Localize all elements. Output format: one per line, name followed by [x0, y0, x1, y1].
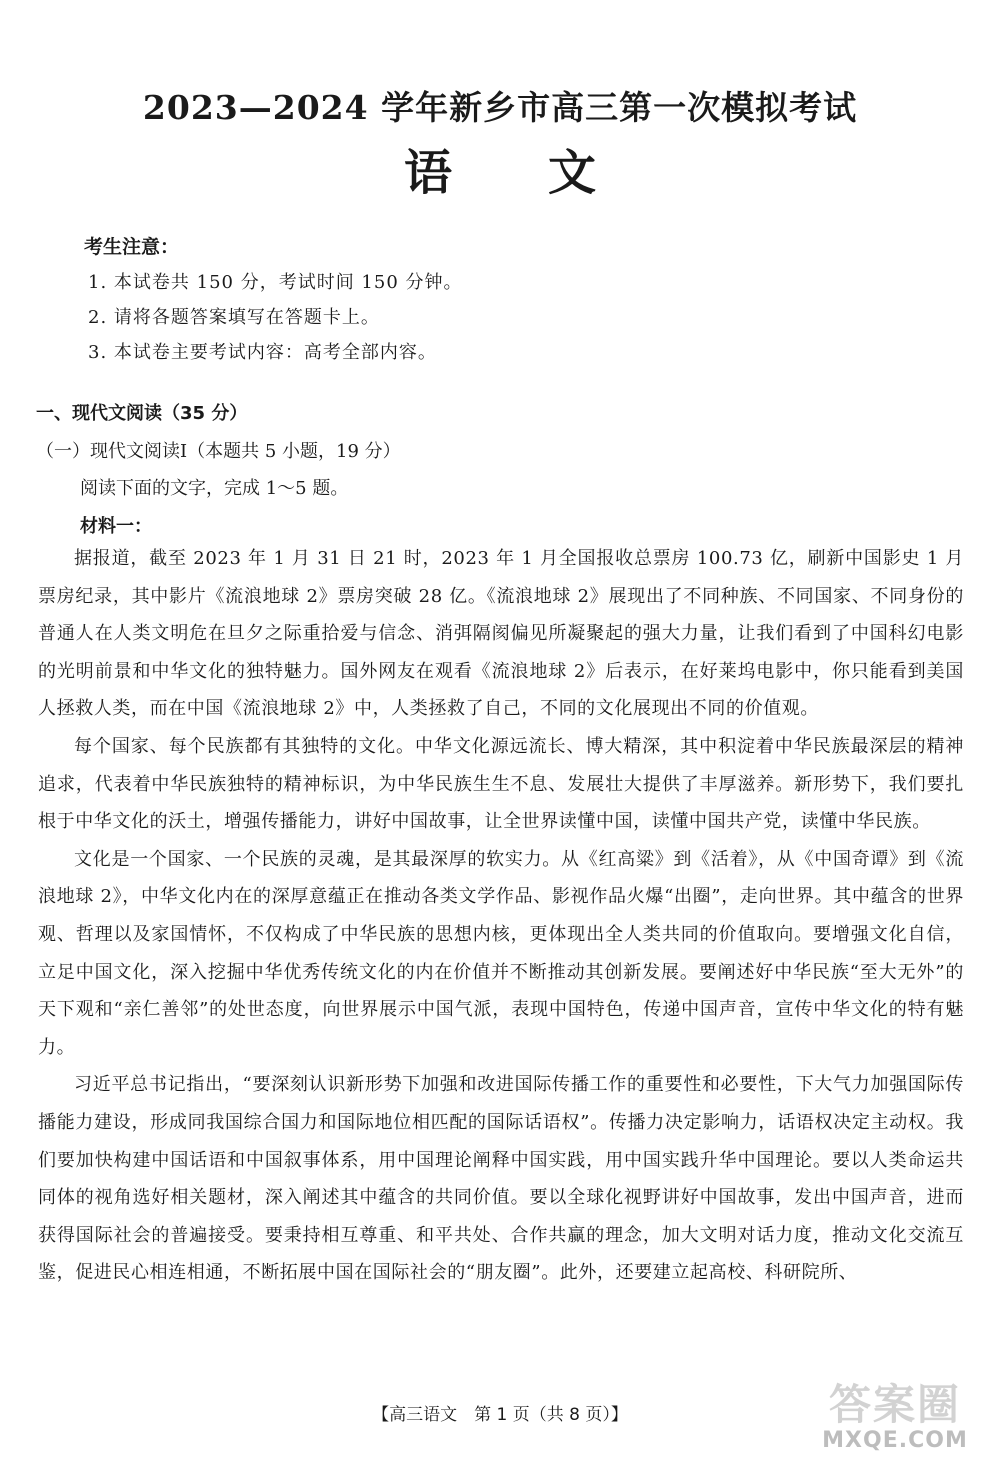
- passage-paragraph-2: 每个国家、每个民族都有其独特的文化。中华文化源远流长、博大精深，其中积淀着中华民族最深层的精神追求，代表着中华民族独特的精神标识，为中华民族生生不息、发展壮大提供了丰厚滋养。新形势下，我们要扎根于中华文化的沃土，增强传播能力，讲好中国故事，让全世界读懂中国，读懂中国共产党，读懂中华民族。: [38, 735, 964, 833]
- notice-item-2: 2. 请将各题答案填写在答题卡上。: [88, 307, 380, 328]
- notice-item-1: 1. 本试卷共 150 分，考试时间 150 分钟。: [88, 272, 463, 293]
- section-heading: 一、现代文阅读（35 分）: [36, 403, 248, 424]
- site-watermark: [800, 1372, 990, 1462]
- watermark-url: MXQE.COM: [822, 1428, 968, 1453]
- passage-paragraph-3: 文化是一个国家、一个民族的灵魂，是其最深厚的软实力。从《红高粱》到《活着》，从《中国奇谭》到《流浪地球 2》，中华文化内在的深厚意蕴正在推动各类文学作品、影视作品火爆“出圈”，走向世界。其中蕴含的世界观、哲理以及家国情怀，不仅构成了中华民族的思想内核，更体现出全人类共同的价值取向。要增强文化自信，立足中国文化，深入挖掘中华优秀传统文化的内在价值并不断推动其创新发展。要阐述好中华民族“至大无外”的天下观和“亲仁善邻”的处世态度，向世界展示中国气派，表现中国特色，传递中国声音，宣传中华文化的特有魅力。: [38, 848, 964, 1058]
- subject-title: 语 文: [403, 145, 596, 201]
- page-footer: 【高三语文 第 1 页（共 8 页）】: [372, 1405, 628, 1425]
- material-label: 材料一：: [80, 516, 152, 537]
- subsection-heading: （一）现代文阅读Ⅰ（本题共 5 小题，19 分）: [36, 441, 401, 462]
- passage-paragraph-1: 据报道，截至 2023 年 1 月 31 日 21 时，2023 年 1 月全国报收总票房 100.73 亿，刷新中国影史 1 月票房纪录，其中影片《流浪地球 2》票房突破 28 亿。《流浪地球 2》展现出了不同种族、不同国家、不同身份的普通人在人类文明危在旦夕之际重拾爱与信念、消弭隔阂偏见所凝聚起的强大力量，让我们看到了中国科幻电影的光明前景和中华文化的独特魅力。国外网友在观看《流浪地球 2》后表示，在好莱坞电影中，你只能看到美国人拯救人类，而在中国《流浪地球 2》中，人类拯救了自己，不同的文化展现出不同的价值观。: [38, 548, 964, 720]
- exam-title: 2023—2024 学年新乡市高三第一次模拟考试: [142, 88, 858, 127]
- passage-body: [38, 540, 964, 1292]
- reading-instruction: 阅读下面的文字，完成 1～5 题。: [80, 478, 349, 499]
- notice-heading: 考生注意：: [84, 236, 180, 258]
- watermark-logo-text: 答案圈: [828, 1380, 961, 1429]
- passage-paragraph-4: 习近平总书记指出，“要深刻认识新形势下加强和改进国际传播工作的重要性和必要性，下大气力加强国际传播能力建设，形成同我国综合国力和国际地位相匹配的国际话语权”。传播力决定影响力，话语权决定主动权。我们要加快构建中国话语和中国叙事体系，用中国理论阐释中国实践，用中国实践升华中国理论。要以人类命运共同体的视角选好相关题材，深入阐述其中蕴含的共同价值。要以全球化视野讲好中国故事，发出中国声音，进而获得国际社会的普遍接受。要秉持相互尊重、和平共处、合作共赢的理念，加大文明对话力度，推动文化交流互鉴，促进民心相连相通，不断拓展中国在国际社会的“朋友圈”。此外，还要建立起高校、科研院所、: [38, 1074, 964, 1284]
- notice-item-3: 3. 本试卷主要考试内容：高考全部内容。: [88, 342, 437, 363]
